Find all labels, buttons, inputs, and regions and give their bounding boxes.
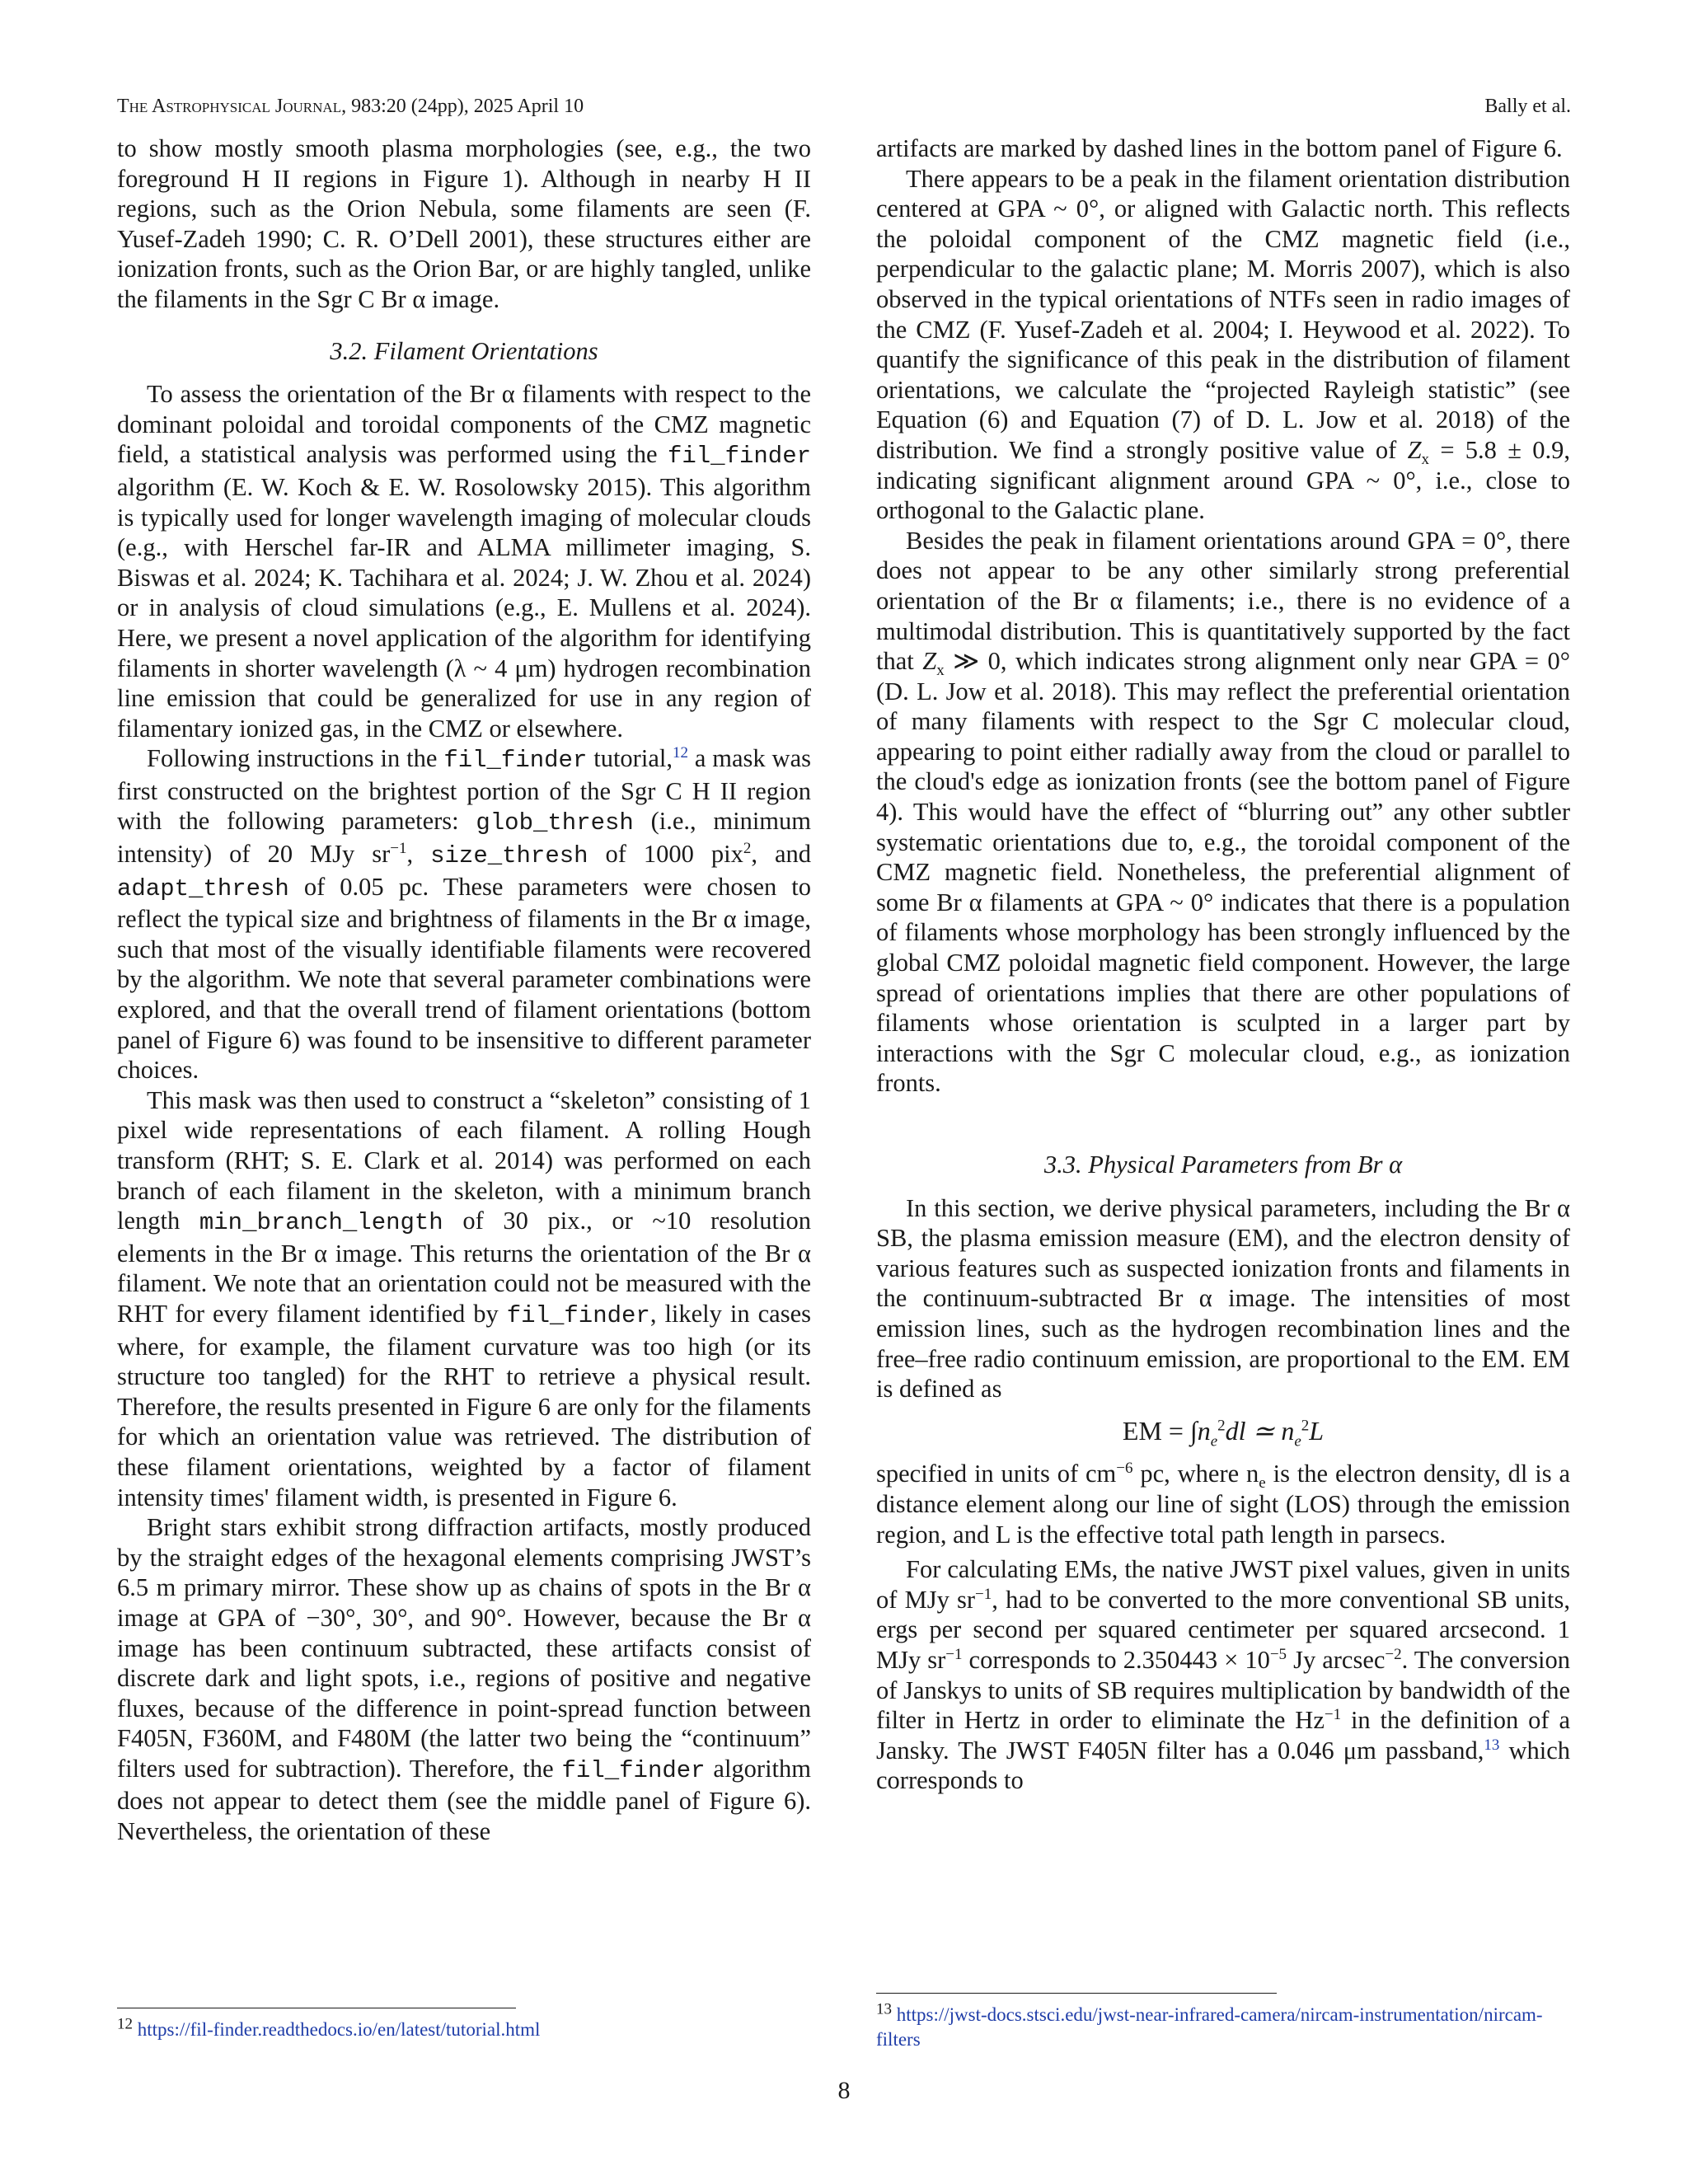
subscript: x bbox=[1421, 451, 1430, 469]
superscript: −5 bbox=[1269, 1645, 1287, 1663]
text: in the definition of a Jansky. The JWST F405N filter has a 0.046 μm passband, bbox=[876, 1706, 1570, 1765]
text: = 5.8 ± 0.9, indicating significant alignment around GPA ~ 0°, i.e., close to orthogonal to the Galactic plane. bbox=[876, 435, 1570, 525]
text: ≫ 0, which indicates strong alignment only near GPA = 0° (D. L. Jow et al. 2018). This may reflect the preferential orientation of many filaments with respect to the Sgr C molecular cloud, appearing to point either radially away from the cloud or parallel to the cloud's edge as ionization fronts (see the bottom panel of Figure 4). This would have the effect of “blurring out” any other subtler systematic orientations due to, e.g., the toroidal component of the CMZ magnetic field. Nonetheless, the preferential alignment of some Br α filaments at GPA ~ 0° indicates that there is a population of filaments whose morphology has been strongly influenced by the global CMZ poloidal magnetic field component. However, the large spread of orientations implies that there are other populations of filaments whose orientation is sculpted in a larger part by interactions with the Sgr C molecular cloud, e.g., as ionization fronts. bbox=[876, 647, 1570, 1098]
paragraph bbox=[117, 1085, 811, 1512]
footnote-12 bbox=[117, 2015, 811, 2042]
eq-var: n bbox=[1281, 1415, 1295, 1446]
footnote-rule bbox=[876, 1993, 1277, 1994]
footnote-link[interactable]: https://jwst-docs.stsci.edu/jwst-near-infrared-camera/nircam-instrumentation/nircam-filters bbox=[876, 2004, 1543, 2050]
text: Besides the peak in filament orientations around GPA = 0°, there does not appear to be any other similarly strong preferential orientation of the Br α filaments; i.e., there is no evidence of a multimodal distribution. This is quantitatively supported by the fact that bbox=[876, 526, 1570, 676]
superscript: −1 bbox=[1324, 1705, 1342, 1723]
footnote-13 bbox=[876, 2000, 1570, 2052]
text: corresponds to 2.350443 × 10 bbox=[962, 1645, 1270, 1674]
code: fil_finder bbox=[443, 747, 588, 775]
code: fil_finder bbox=[667, 443, 811, 471]
text: (i.e., minimum intensity) of 20 MJy sr bbox=[117, 807, 811, 869]
footnote-number: 13 bbox=[876, 2000, 892, 2018]
footnote-link[interactable]: https://fil-finder.readthedocs.io/en/latest/tutorial.html bbox=[137, 2019, 541, 2040]
text: algorithm does not appear to detect them (see the middle panel of Figure 6). Nevertheless, the orientation of these bbox=[117, 1754, 811, 1846]
authors: Bally et al. bbox=[1484, 96, 1571, 117]
eq-text: EM = ∫ bbox=[1122, 1415, 1198, 1446]
superscript: −2 bbox=[1385, 1645, 1402, 1663]
text: Bright stars exhibit strong diffraction artifacts, mostly produced by the straight edges of the hexagonal elements comprising JWST’s 6.5 m primary mirror. These show up as chains of spots in the Br α image at GPA of −30°, 30°, and 90°. However, because the Br α image has been continuum subtracted, these artifacts consist of discrete dark and light spots, i.e., regions of positive and negative fluxes, because of the difference in point-spread function between F405N, F360M, and F480M (the latter two being the “continuum” filters used for subtraction). Therefore, the bbox=[117, 1513, 811, 1783]
text: pc, where n bbox=[1132, 1460, 1259, 1488]
text: , likely in cases where, for example, the filament curvature was too high (or its structure too tangled) for the RHT to retrieve a physical result. Therefore, the results presented in Figure 6 are only for the filaments for which an orientation value was retrieved. The distribution of these filament orientations, weighted by a factor of filament intensity times' filament width, is presented in Figure 6. bbox=[117, 1299, 811, 1511]
code: adapt_thresh bbox=[117, 874, 289, 902]
page-number: 8 bbox=[837, 2077, 851, 2104]
paragraph: to show mostly smooth plasma morphologies (see, e.g., the two foreground H II regions in Figure 1). Although in nearby H II regions, such as the Orion Nebula, some filaments are seen (F. Yusef-Zadeh 1990; C. R. O’Dell 2001), these structures either are ionization fronts, such as the Orion Bar, or are highly tangled, unlike the filaments in the Sgr C Br α image. bbox=[117, 134, 811, 313]
math-var: Z bbox=[922, 647, 937, 676]
left-column bbox=[117, 134, 811, 1847]
paragraph bbox=[876, 164, 1570, 526]
text: which corresponds to bbox=[876, 1736, 1570, 1795]
footnote-number: 12 bbox=[117, 2015, 133, 2033]
text: of 0.05 pc. These parameters were chosen to reflect the typical size and brightness of filaments in the Br α image, such that most of the visually identifiable filaments were recovered by the algorithm. We note that several parameter combinations were explored, and that the overall trend of filament orientations (bottom panel of Figure 6) was found to be insensitive to different parameter choices. bbox=[117, 872, 811, 1085]
paragraph bbox=[117, 743, 811, 1085]
text: is the electron density, dl is a distance element along our line of sight (LOS) through the emission region, and L is the effective total path length in parsecs. bbox=[876, 1460, 1571, 1549]
math-var: Z bbox=[1407, 435, 1422, 464]
footnote-ref[interactable]: 12 bbox=[672, 744, 688, 762]
text: a mask was first constructed on the brightest portion of the Sgr C H II region with the following parameters: bbox=[117, 744, 811, 836]
section-heading-3-3: 3.3. Physical Parameters from Br α bbox=[1043, 1151, 1403, 1179]
eq-text: dl ≃ bbox=[1225, 1415, 1282, 1446]
text: , had to be converted to the more conventional SB units, ergs per second per squared centimeter per squared arcsecond. 1 MJy sr bbox=[876, 1585, 1570, 1674]
eq-var: L bbox=[1309, 1415, 1325, 1446]
journal-citation bbox=[117, 96, 584, 118]
code: fil_finder bbox=[506, 1301, 650, 1329]
citation: , 983:20 (24pp), 2025 April 10 bbox=[341, 96, 584, 117]
equation-em bbox=[876, 1415, 1570, 1451]
text: , and bbox=[751, 840, 811, 869]
eq-sup: 2 bbox=[1301, 1417, 1310, 1435]
journal-name: The Astrophysical Journal bbox=[117, 96, 342, 117]
text: For calculating EMs, the native JWST pixel values, given in units of MJy sr bbox=[876, 1555, 1570, 1614]
paragraph: artifacts are marked by dashed lines in the bottom panel of Figure 6. bbox=[876, 134, 1563, 162]
text: This mask was then used to construct a “skeleton” consisting of 1 pixel wide representations of each filament. A rolling Hough transform (RHT; S. E. Clark et al. 2014) was performed on each branch of each filament in the skeleton, with a minimum branch length bbox=[117, 1085, 811, 1235]
superscript: −1 bbox=[945, 1645, 963, 1663]
superscript: −6 bbox=[1116, 1460, 1133, 1478]
right-column bbox=[876, 134, 1570, 1796]
superscript: 2 bbox=[743, 839, 752, 857]
code: min_branch_length bbox=[199, 1209, 443, 1237]
paragraph bbox=[876, 1459, 1570, 1549]
paragraph: In this section, we derive physical parameters, including the Br α SB, the plasma emission measure (EM), and the electron density of various features such as suspected ionization fronts and filaments in the continuum-subtracted Br α image. The intensities of most emission lines, such as the hydrogen recombination lines and the free–free radio continuum emission, are proportional to the EM. EM is defined as bbox=[876, 1193, 1570, 1404]
paragraph bbox=[117, 1512, 811, 1847]
text: To assess the orientation of the Br α filaments with respect to the dominant poloidal and toroidal components of the CMZ magnetic field, a statistical analysis was performed using the bbox=[117, 380, 811, 469]
text: There appears to be a peak in the filament orientation distribution centered at GPA ~ 0°, or aligned with Galactic north. This reflects the poloidal component of the CMZ magnetic field (i.e., perpendicular to the galactic plane; M. Morris 2007), which is also observed in the typical orientations of NTFs seen in radio images of the CMZ (F. Yusef-Zadeh et al. 2004; I. Heywood et al. 2022). To quantify the significance of this peak in the distribution of filament orientations, we calculate the “projected Rayleigh statistic” (see Equation (6) and Equation (7) of D. L. Jow et al. 2018) of the distribution. We find a strongly positive value of bbox=[876, 164, 1570, 464]
section-heading-3-2: 3.2. Filament Orientations bbox=[330, 336, 598, 365]
paragraph bbox=[876, 526, 1570, 1099]
text: of 30 pix., or ~10 resolution elements in the Br α image. This returns the orientation of the Br α filament. We note that an orientation could not be measured with the RHT for every filament identified by bbox=[117, 1207, 811, 1328]
subscript: e bbox=[1259, 1474, 1266, 1493]
footnote-ref[interactable]: 13 bbox=[1484, 1736, 1500, 1754]
text: . The conversion of Janskys to units of SB requires multiplication by bandwidth of the filter in Hertz in order to eliminate the Hz bbox=[876, 1645, 1570, 1735]
text: Jy arcsec bbox=[1287, 1645, 1386, 1674]
eq-var: n bbox=[1197, 1415, 1211, 1446]
code: glob_thresh bbox=[476, 809, 634, 837]
text: algorithm (E. W. Koch & E. W. Rosolowsky 2015). This algorithm is typically used for longer wavelength imaging of molecular clouds (e.g., with Herschel far-IR and ALMA millimeter imaging, S. Biswas et al. 2024; K. Tachihara et al. 2024; J. W. Zhou et al. 2024) or in analysis of cloud simulations (e.g., E. Mullens et al. 2024). Here, we present a novel application of the algorithm for identifying filaments in shorter wavelength (λ ~ 4 μm) hydrogen recombination line emission that could be generalized for use in any region of filamentary ionized gas, in the CMZ or elsewhere. bbox=[117, 472, 811, 743]
text: specified in units of cm bbox=[876, 1460, 1117, 1488]
eq-sub: e bbox=[1210, 1432, 1218, 1451]
superscript: −1 bbox=[390, 839, 407, 857]
text: Following instructions in the bbox=[147, 744, 444, 773]
code: fil_finder bbox=[561, 1756, 706, 1784]
running-header bbox=[117, 96, 1571, 125]
text: , bbox=[406, 840, 431, 869]
eq-sup: 2 bbox=[1217, 1417, 1226, 1435]
paragraph bbox=[876, 1554, 1570, 1796]
text: tutorial, bbox=[587, 744, 673, 773]
code: size_thresh bbox=[430, 842, 588, 870]
superscript: −1 bbox=[975, 1585, 992, 1603]
subscript: x bbox=[936, 662, 945, 680]
text: of 1000 pix bbox=[588, 840, 743, 869]
paragraph bbox=[117, 379, 811, 743]
eq-sub: e bbox=[1294, 1432, 1301, 1451]
